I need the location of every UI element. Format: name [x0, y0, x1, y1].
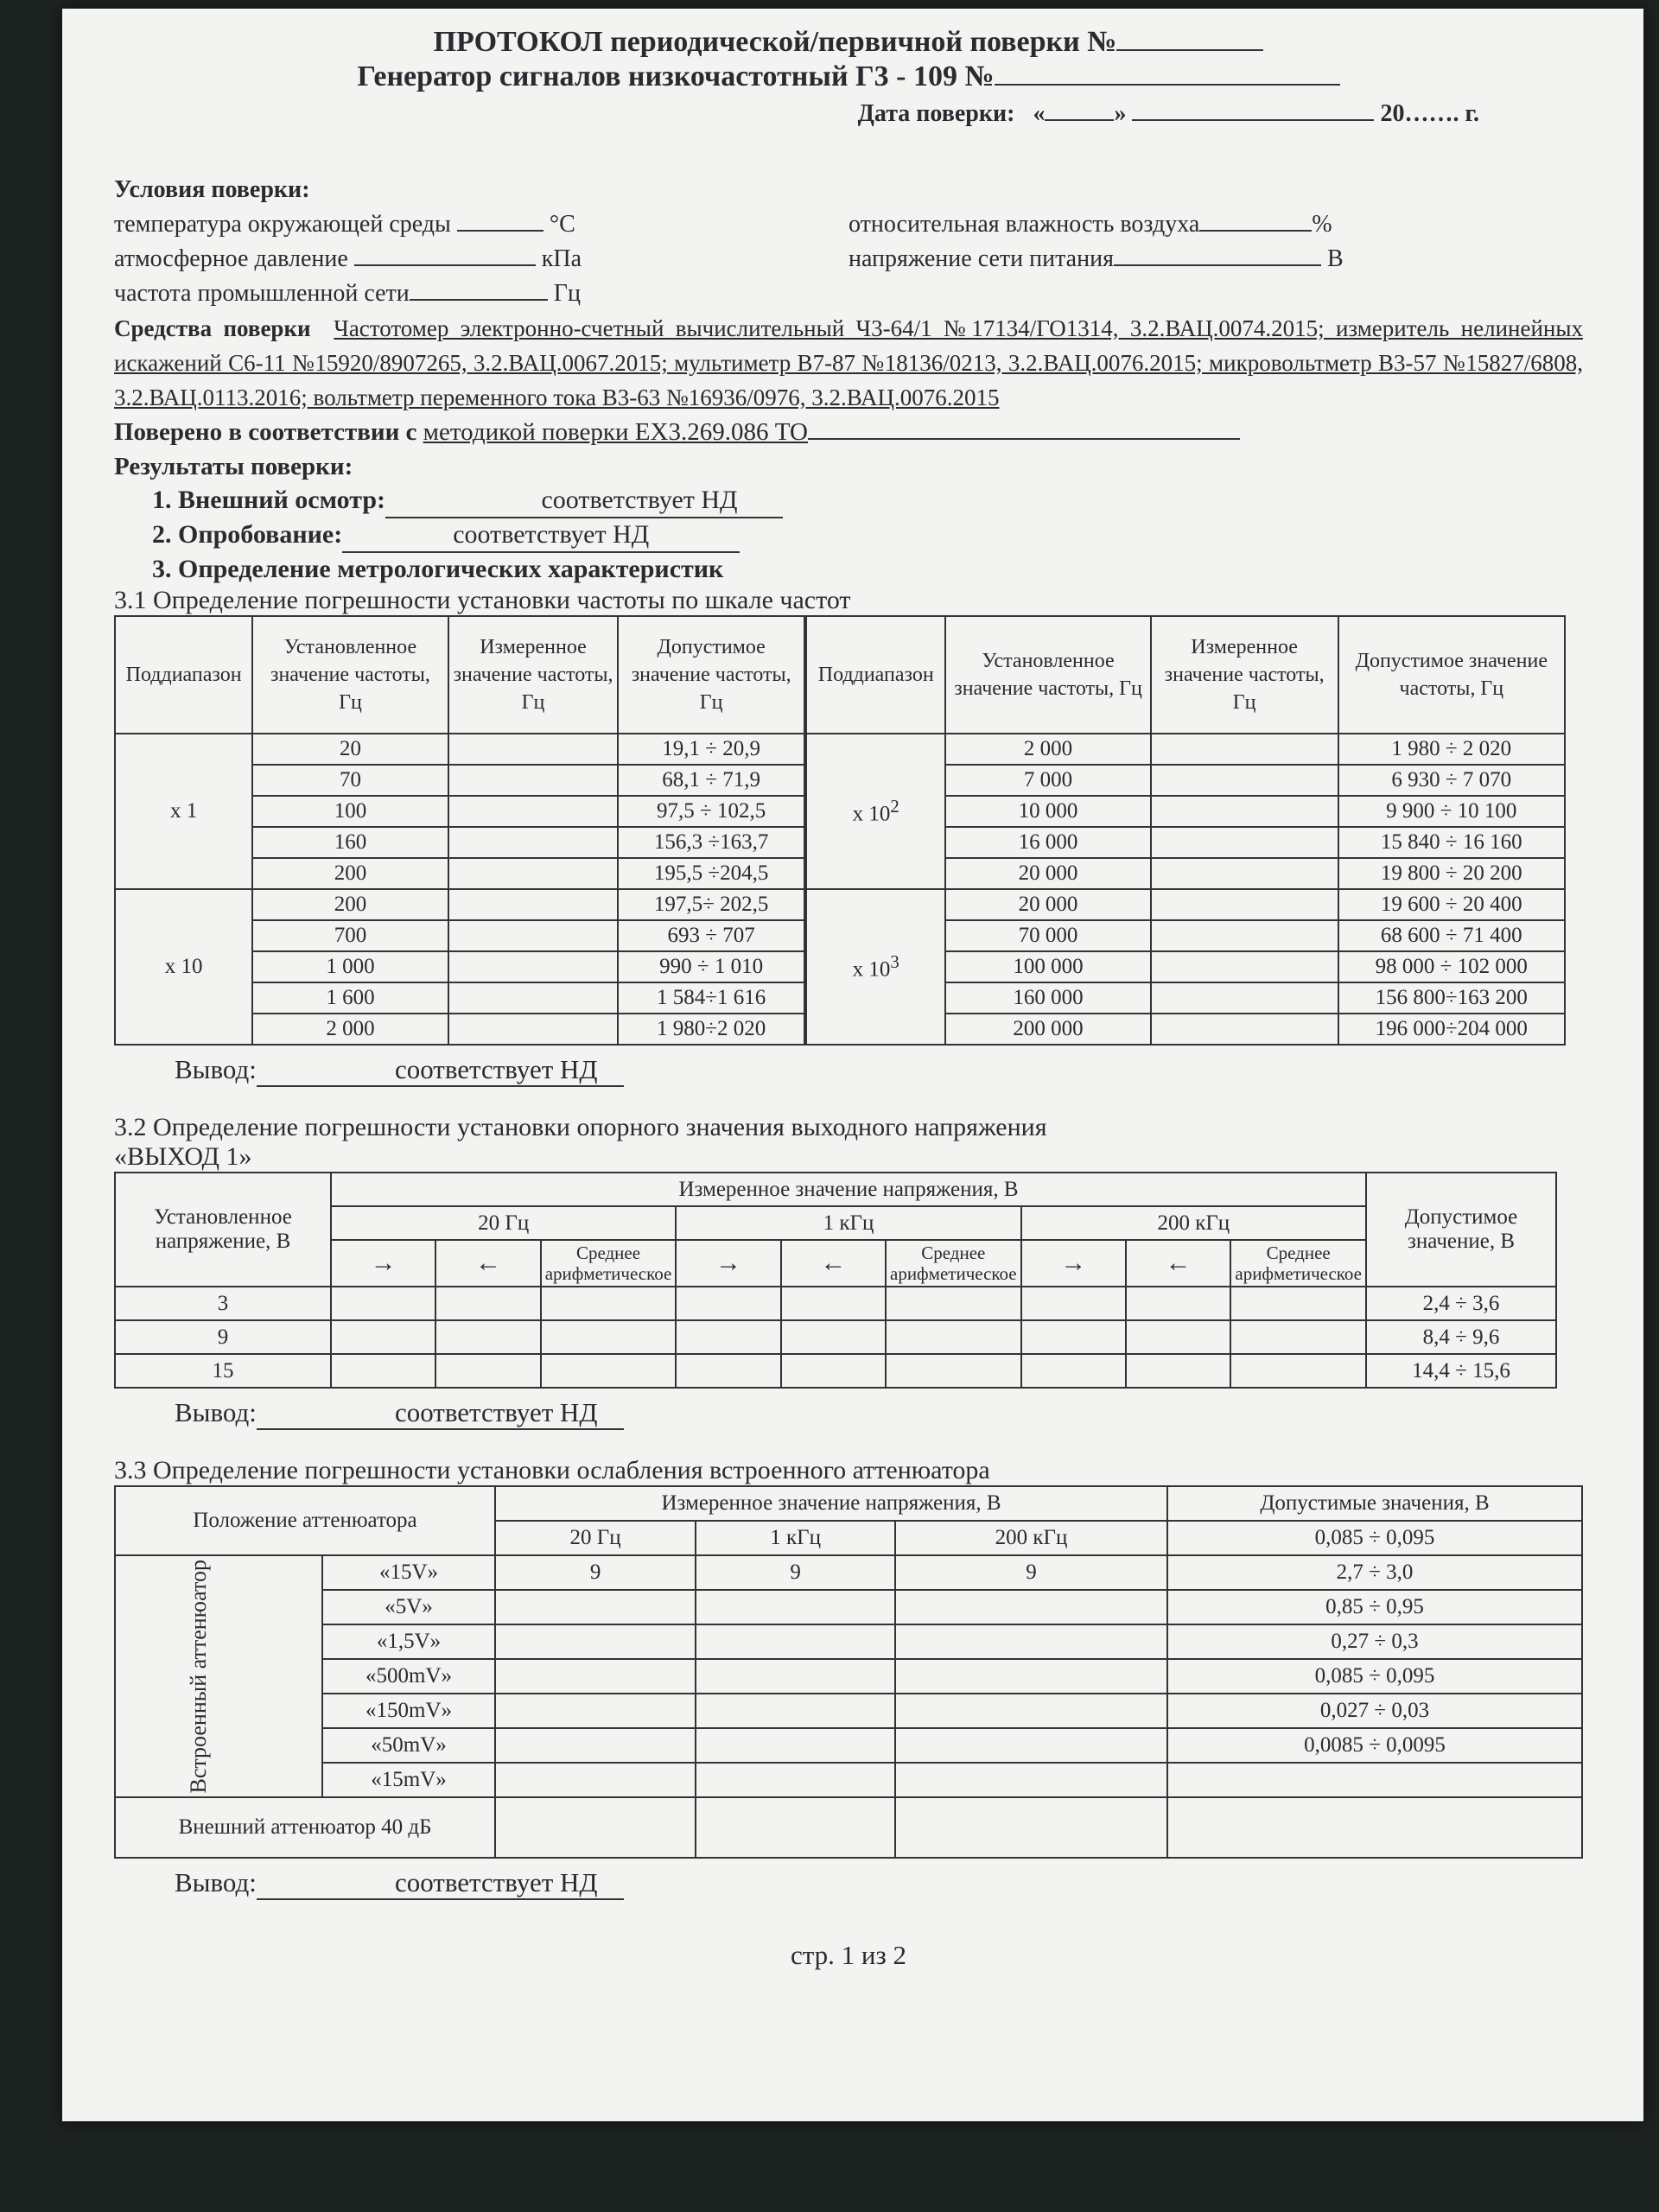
value-20hz-cell: 9 [495, 1555, 696, 1590]
value-20hz-cell [495, 1694, 696, 1728]
measured-freq-cell [448, 982, 619, 1014]
freq-row [115, 734, 804, 765]
set-freq-cell: 70 000 [945, 920, 1150, 951]
measured-voltage-cell [435, 1320, 540, 1354]
day-blank [1045, 119, 1114, 121]
voltage-unit: В [1326, 245, 1344, 272]
measured-freq-cell [448, 796, 619, 827]
set-freq-cell: 20 000 [945, 889, 1150, 920]
set-voltage-cell: 15 [115, 1354, 331, 1388]
set-freq-cell: 2 000 [945, 734, 1150, 765]
cell [495, 1797, 696, 1858]
range-label: х 10 [852, 957, 891, 982]
freq-200khz: 200 кГц [1021, 1206, 1366, 1240]
date-open-quote: « [1033, 100, 1046, 127]
serial-number-blank [995, 84, 1340, 86]
allowed-value-cell [1167, 1763, 1582, 1797]
attenuator-table [114, 1485, 1583, 1859]
freq-1khz: 1 кГц [676, 1206, 1020, 1240]
allowed-voltage-cell: 14,4 ÷ 15,6 [1366, 1354, 1556, 1388]
allowed-value-cell: 0,27 ÷ 0,3 [1167, 1624, 1582, 1659]
set-freq-cell: 1 600 [252, 982, 448, 1014]
position-cell: «50mV» [322, 1728, 495, 1763]
allowed-freq-cell: 156 800÷163 200 [1338, 982, 1565, 1014]
conclusion-3-1 [175, 1054, 1583, 1087]
temp-label: температура окружающей среды [114, 211, 451, 238]
set-freq-cell: 1 000 [252, 951, 448, 982]
measured-voltage-cell [676, 1287, 780, 1320]
value-1khz-cell [696, 1590, 895, 1624]
measured-freq-cell [1151, 982, 1338, 1014]
value-20hz-cell [495, 1624, 696, 1659]
range-label: х 10 [164, 955, 203, 978]
freq-tables [114, 615, 1583, 1046]
range-exponent: 3 [890, 951, 899, 973]
pressure-blank [354, 264, 536, 266]
freq-unit: Гц [553, 280, 581, 307]
arrow-left-cell: ← [1126, 1240, 1230, 1287]
value-200khz-cell: 9 [895, 1555, 1167, 1590]
measured-freq-cell [1151, 734, 1338, 765]
protocol-content [114, 22, 1583, 1971]
item1-value: соответствует НД [541, 486, 738, 514]
set-freq-cell: 20 000 [945, 858, 1150, 889]
allowed-value-cell: 0,027 ÷ 0,03 [1167, 1694, 1582, 1728]
external-allowed-cell: 0,085 ÷ 0,095 [1167, 1521, 1582, 1555]
allowed-freq-cell: 990 ÷ 1 010 [618, 951, 804, 982]
measured-voltage-cell [541, 1287, 677, 1320]
measured-freq-cell [448, 1014, 619, 1045]
set-freq-cell: 16 000 [945, 827, 1150, 858]
allowed-freq-cell: 195,5 ÷204,5 [618, 858, 804, 889]
method-line [114, 415, 1583, 449]
measured-voltage-cell [1021, 1320, 1126, 1354]
conclusion-label: Вывод: [175, 1054, 257, 1084]
builtin-attenuator-cell [115, 1555, 322, 1797]
measured-freq-cell [1151, 920, 1338, 951]
cell [696, 1797, 895, 1858]
average-cell: Среднее арифметическое [1230, 1240, 1366, 1287]
measured-freq-cell [1151, 796, 1338, 827]
value-20hz-cell [495, 1728, 696, 1763]
protocol-number-blank [1116, 49, 1263, 51]
position-cell: «5V» [322, 1590, 495, 1624]
conclusion-3-2 [175, 1397, 1583, 1430]
conclusion-3-3 [175, 1867, 1583, 1900]
position-cell: «15mV» [322, 1763, 495, 1797]
month-blank [1132, 119, 1374, 121]
allowed-freq-cell: 1 980÷2 020 [618, 1014, 804, 1045]
measured-voltage-cell [1230, 1287, 1366, 1320]
value-1khz-cell [696, 1659, 895, 1694]
attenuator-row [115, 1694, 1582, 1728]
arrow-right-cell: → [331, 1240, 435, 1287]
humidity-blank [1199, 230, 1312, 232]
measured-voltage-cell [781, 1354, 886, 1388]
allowed-freq-cell: 97,5 ÷ 102,5 [618, 796, 804, 827]
result-item-1 [114, 484, 1583, 518]
method-blank [808, 438, 1240, 440]
attenuator-row [115, 1590, 1582, 1624]
voltage-row [115, 1287, 1556, 1320]
allowed-freq-cell: 15 840 ÷ 16 160 [1338, 827, 1565, 858]
temp-blank [457, 230, 543, 232]
temp-unit: °С [549, 211, 575, 238]
set-freq-cell: 160 [252, 827, 448, 858]
freq-blank [410, 299, 548, 301]
set-voltage-cell: 3 [115, 1287, 331, 1320]
set-voltage-cell: 9 [115, 1320, 331, 1354]
col-measured-freq: Измеренное значение частоты, Гц [1151, 616, 1338, 734]
range-cell [115, 734, 252, 889]
measured-voltage-cell [1126, 1320, 1230, 1354]
measured-voltage-cell [781, 1320, 886, 1354]
set-freq-cell: 200 000 [945, 1014, 1150, 1045]
date-line [114, 100, 1583, 128]
attenuator-row [115, 1555, 1582, 1590]
col-measured-freq: Измеренное значение частоты, Гц [448, 616, 619, 734]
conditions-heading: Условия поверки: [114, 176, 310, 203]
value-1khz-cell: 9 [696, 1555, 895, 1590]
freq-table-left [114, 615, 805, 1046]
freq-label: частота промышленной сети [114, 280, 410, 307]
item1-field [385, 484, 783, 518]
value-200khz-cell [895, 1624, 1167, 1659]
page-number: стр. 1 из 2 [790, 1940, 907, 1970]
set-freq-cell: 200 [252, 889, 448, 920]
allowed-freq-cell: 68,1 ÷ 71,9 [618, 765, 804, 796]
value-1khz-cell [696, 1763, 895, 1797]
voltage-row [115, 1320, 1556, 1354]
conditions-block [114, 173, 1583, 311]
allowed-value-cell: 2,7 ÷ 3,0 [1167, 1555, 1582, 1590]
set-freq-cell: 70 [252, 765, 448, 796]
value-200khz-cell [895, 1728, 1167, 1763]
col-range: Поддиапазон [115, 616, 252, 734]
title-line-2: Генератор сигналов низкочастотный Г3 - 109 № [357, 60, 995, 92]
date-label: Дата поверки: [857, 100, 1015, 127]
set-freq-cell: 700 [252, 920, 448, 951]
allowed-voltage-cell: 2,4 ÷ 3,6 [1366, 1287, 1556, 1320]
measured-freq-cell [448, 889, 619, 920]
item1-label: 1. Внешний осмотр: [152, 486, 386, 514]
measured-voltage-cell [886, 1320, 1021, 1354]
measured-freq-cell [1151, 951, 1338, 982]
freq-row [115, 889, 804, 920]
measured-freq-cell [1151, 827, 1338, 858]
range-label: х 1 [169, 799, 198, 823]
conclusion-value: соответствует НД [257, 1867, 624, 1900]
col-range: Поддиапазон [806, 616, 945, 734]
item3-label: 3. Определение метрологических характеристик [152, 555, 724, 583]
cell [1167, 1797, 1582, 1858]
allowed-freq-cell: 98 000 ÷ 102 000 [1338, 951, 1565, 982]
allowed-value-cell: 0,85 ÷ 0,95 [1167, 1590, 1582, 1624]
arrow-right-cell: → [676, 1240, 780, 1287]
allowed-freq-cell: 197,5÷ 202,5 [618, 889, 804, 920]
conclusion-label: Вывод: [175, 1397, 257, 1427]
measured-freq-cell [1151, 1014, 1338, 1045]
value-20hz-cell [495, 1763, 696, 1797]
range-cell [806, 889, 945, 1045]
freq-table-right [805, 615, 1566, 1046]
set-freq-cell: 10 000 [945, 796, 1150, 827]
allowed-value-cell: 0,085 ÷ 0,095 [1167, 1659, 1582, 1694]
measured-voltage-cell [886, 1354, 1021, 1388]
attenuator-row [115, 1659, 1582, 1694]
allowed-freq-cell: 19 800 ÷ 20 200 [1338, 858, 1565, 889]
attenuator-row [115, 1624, 1582, 1659]
allowed-freq-cell: 9 900 ÷ 10 100 [1338, 796, 1565, 827]
range-cell [115, 889, 252, 1045]
allowed-freq-cell: 68 600 ÷ 71 400 [1338, 920, 1565, 951]
value-20hz-cell [495, 1659, 696, 1694]
measured-freq-cell [1151, 858, 1338, 889]
set-freq-cell: 100 [252, 796, 448, 827]
value-1khz-cell [696, 1694, 895, 1728]
result-item-2 [114, 518, 1583, 553]
conclusion-label: Вывод: [175, 1867, 257, 1897]
freq-200khz: 200 кГц [895, 1521, 1167, 1555]
cell [895, 1797, 1167, 1858]
measured-voltage-cell [1230, 1354, 1366, 1388]
freq-20hz: 20 Гц [495, 1521, 696, 1555]
freq-20hz: 20 Гц [331, 1206, 676, 1240]
arrow-left-cell: ← [435, 1240, 540, 1287]
col-measured-voltage: Измеренное значение напряжения, В [331, 1173, 1366, 1206]
set-freq-cell: 100 000 [945, 951, 1150, 982]
method-label: Поверено в соответствии с [114, 418, 417, 446]
range-label: х 10 [852, 802, 891, 826]
col-allowed-freq: Допустимое значение частоты, Гц [1338, 616, 1565, 734]
item2-value: соответствует НД [453, 520, 650, 549]
measured-voltage-cell [781, 1287, 886, 1320]
item2-label: 2. Опробование: [152, 520, 343, 549]
year-text: 20……. г. [1380, 100, 1479, 127]
pressure-label: атмосферное давление [114, 245, 348, 272]
measured-freq-cell [1151, 889, 1338, 920]
measured-voltage-cell [435, 1287, 540, 1320]
measured-voltage-cell [435, 1354, 540, 1388]
set-freq-cell: 7 000 [945, 765, 1150, 796]
attenuator-row [115, 1728, 1582, 1763]
measured-freq-cell [448, 734, 619, 765]
means-text: Частотомер электронно-счетный вычислительный Ч3-64/1 №17134/ГО1314, 3.2.ВАЦ.0074.2015; измеритель нелинейных искажений С6-11 №15920/8907265, 3.2.ВАЦ.0067.2015; мультиметр В7-87 №18136/0213, 3.2.ВАЦ.0076.2015; микровольтметр В3-57 №15827/6808, 3.2.ВАЦ.0113.2016; вольтметр переменного тока В3-63 №16936/0976, 3.2.ВАЦ.0076.2015 [114, 315, 1583, 410]
col-set-freq: Установленное значение частоты, Гц [945, 616, 1150, 734]
allowed-freq-cell: 1 980 ÷ 2 020 [1338, 734, 1565, 765]
measured-voltage-cell [1126, 1287, 1230, 1320]
arrow-left-cell: ← [781, 1240, 886, 1287]
section-3-3-title: 3.3 Определение погрешности установки ослабления встроенного аттенюатора [114, 1456, 990, 1484]
freq-1khz: 1 кГц [696, 1521, 895, 1555]
col-allowed-values: Допустимые значения, В [1167, 1486, 1582, 1521]
date-close-quote: » [1114, 100, 1127, 127]
title-line-1: ПРОТОКОЛ периодической/первичной поверки № [433, 26, 1117, 58]
voltage-table [114, 1172, 1557, 1389]
method-text: методикой поверки ЕХ3.269.086 ТО [423, 418, 808, 446]
voltage-row [115, 1354, 1556, 1388]
average-cell: Среднее арифметическое [541, 1240, 677, 1287]
measured-voltage-cell [1021, 1287, 1126, 1320]
position-cell: «150mV» [322, 1694, 495, 1728]
measured-freq-cell [448, 951, 619, 982]
measured-voltage-cell [886, 1287, 1021, 1320]
verification-means [114, 311, 1583, 415]
measured-freq-cell [448, 765, 619, 796]
value-20hz-cell [495, 1590, 696, 1624]
results-heading: Результаты поверки: [114, 453, 353, 480]
arrow-right-cell: → [1021, 1240, 1126, 1287]
measured-freq-cell [1151, 765, 1338, 796]
col-measured-voltage: Измеренное значение напряжения, В [495, 1486, 1167, 1521]
result-item-3 [114, 553, 1583, 586]
protocol-title [114, 26, 1583, 59]
measured-freq-cell [448, 920, 619, 951]
measured-voltage-cell [1230, 1320, 1366, 1354]
value-200khz-cell [895, 1590, 1167, 1624]
allowed-freq-cell: 19,1 ÷ 20,9 [618, 734, 804, 765]
section-3-2-title: 3.2 Определение погрешности установки опорного значения выходного напряжения [114, 1113, 1047, 1141]
allowed-voltage-cell: 8,4 ÷ 9,6 [1366, 1320, 1556, 1354]
item2-field [342, 518, 740, 553]
measured-freq-cell [448, 858, 619, 889]
position-cell: «500mV» [322, 1659, 495, 1694]
measured-voltage-cell [676, 1354, 780, 1388]
value-200khz-cell [895, 1763, 1167, 1797]
value-1khz-cell [696, 1728, 895, 1763]
freq-row [806, 889, 1565, 920]
freq-row [806, 734, 1565, 765]
position-cell: «15V» [322, 1555, 495, 1590]
value-200khz-cell [895, 1694, 1167, 1728]
set-freq-cell: 200 [252, 858, 448, 889]
value-1khz-cell [696, 1624, 895, 1659]
conclusion-value: соответствует НД [257, 1054, 624, 1087]
range-exponent: 2 [890, 796, 899, 817]
average-cell: Среднее арифметическое [886, 1240, 1021, 1287]
builtin-attenuator-label: Встроенный аттенюатор [186, 1559, 211, 1794]
col-position: Положение аттенюатора [115, 1486, 495, 1555]
attenuator-row [115, 1763, 1582, 1797]
measured-voltage-cell [331, 1320, 435, 1354]
measured-voltage-cell [331, 1287, 435, 1320]
col-set-voltage: Установленное напряжение, В [115, 1173, 331, 1287]
set-freq-cell: 20 [252, 734, 448, 765]
measured-voltage-cell [541, 1320, 677, 1354]
voltage-label: напряжение сети питания [849, 245, 1114, 272]
set-freq-cell: 160 000 [945, 982, 1150, 1014]
allowed-freq-cell: 1 584÷1 616 [618, 982, 804, 1014]
allowed-freq-cell: 6 930 ÷ 7 070 [1338, 765, 1565, 796]
external-attenuator-label: Внешний аттенюатор 40 дБ [115, 1797, 495, 1858]
measured-voltage-cell [331, 1354, 435, 1388]
section-3-2-subtitle: «ВЫХОД 1» [114, 1142, 252, 1171]
set-freq-cell: 2 000 [252, 1014, 448, 1045]
col-allowed-voltage: Допустимое значение, В [1366, 1173, 1556, 1287]
conclusion-value: соответствует НД [257, 1397, 624, 1430]
allowed-freq-cell: 196 000÷204 000 [1338, 1014, 1565, 1045]
col-set-freq: Установленное значение частоты, Гц [252, 616, 448, 734]
section-3-1-title: 3.1 Определение погрешности установки частоты по шкале частот [114, 586, 851, 614]
position-cell: «1,5V» [322, 1624, 495, 1659]
range-cell [806, 734, 945, 889]
measured-voltage-cell [1021, 1354, 1126, 1388]
humidity-label: относительная влажность воздуха [849, 211, 1200, 238]
col-allowed-freq: Допустимое значение частоты, Гц [618, 616, 804, 734]
device-title [114, 60, 1583, 93]
allowed-freq-cell: 19 600 ÷ 20 400 [1338, 889, 1565, 920]
measured-freq-cell [448, 827, 619, 858]
measured-voltage-cell [1126, 1354, 1230, 1388]
value-200khz-cell [895, 1659, 1167, 1694]
protocol-sheet [62, 9, 1643, 2121]
means-label: Средства поверки [114, 315, 311, 341]
measured-voltage-cell [541, 1354, 677, 1388]
pressure-unit: кПа [541, 245, 582, 272]
humidity-unit: % [1312, 211, 1332, 238]
allowed-freq-cell: 156,3 ÷163,7 [618, 827, 804, 858]
measured-voltage-cell [676, 1320, 780, 1354]
voltage-blank [1114, 264, 1321, 266]
allowed-value-cell: 0,0085 ÷ 0,0095 [1167, 1728, 1582, 1763]
allowed-freq-cell: 693 ÷ 707 [618, 920, 804, 951]
